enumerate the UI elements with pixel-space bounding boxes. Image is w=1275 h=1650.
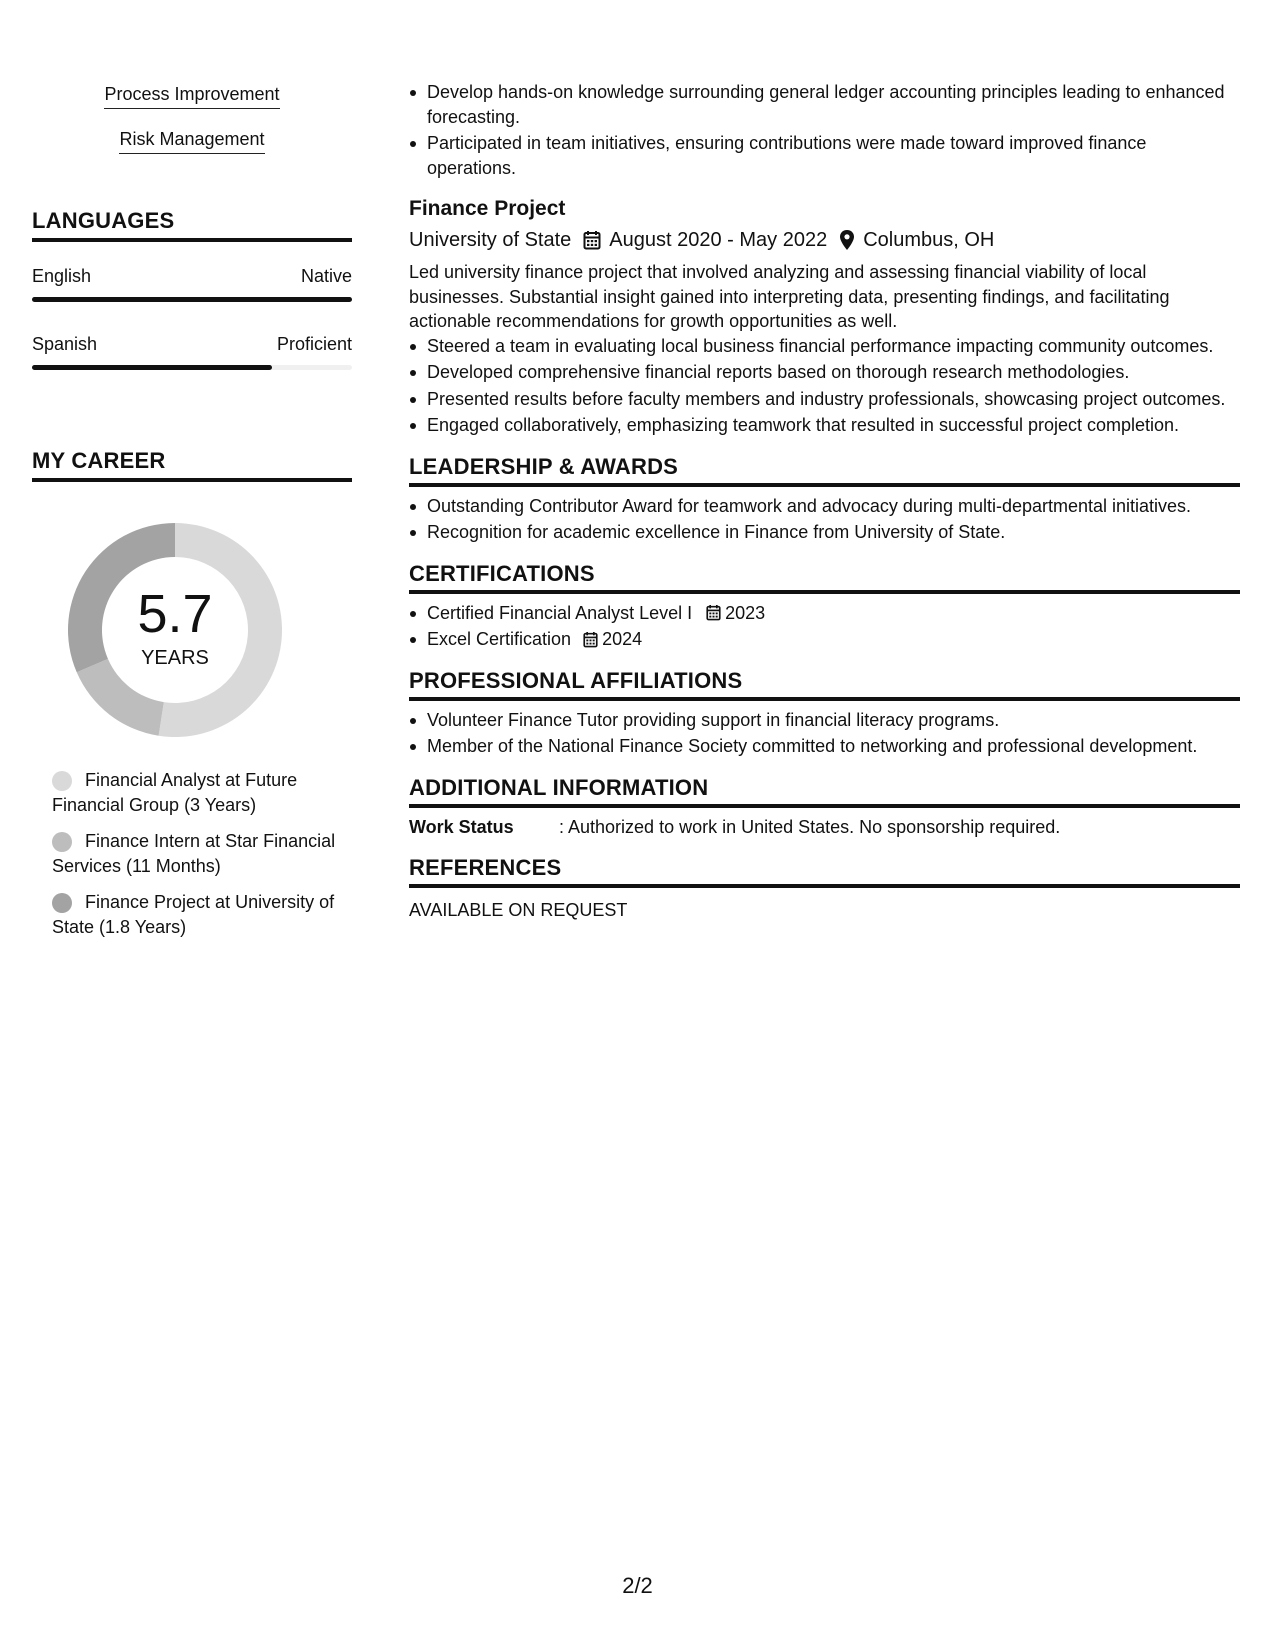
certification-year: 2024	[602, 629, 643, 649]
project-dates: August 2020 - May 2022	[609, 229, 828, 251]
career-legend	[32, 768, 352, 940]
calendar-icon	[583, 631, 598, 648]
affiliations-list	[409, 708, 1240, 759]
additional-info-heading: ADDITIONAL INFORMATION	[409, 775, 1240, 808]
list-item: Recognition for academic excellence in Finance from University of State.	[409, 520, 1240, 545]
certifications-list	[409, 601, 1240, 652]
legend-dot	[52, 893, 72, 913]
project-location: Columbus, OH	[863, 229, 995, 251]
project-title: Finance Project	[409, 197, 566, 220]
legend-item: Financial Analyst at Future Financial Group (3 Years)	[52, 770, 298, 815]
calendar-icon	[583, 230, 601, 250]
legend-item: Finance Project at University of State (1.8 Years)	[52, 892, 335, 937]
references-text: AVAILABLE ON REQUEST	[409, 899, 628, 920]
right-column	[409, 80, 1240, 922]
certification-item	[409, 627, 1240, 652]
list-item: Developed comprehensive financial reports based on thorough research methodologies.	[409, 360, 1240, 385]
left-column	[32, 84, 352, 940]
leadership-list	[409, 494, 1240, 545]
legend-dot	[52, 771, 72, 791]
language-english	[32, 266, 352, 302]
location-pin-icon	[839, 229, 855, 251]
legend-item: Finance Intern at Star Financial Services (11 Months)	[52, 831, 336, 876]
language-bar	[32, 365, 352, 370]
language-level: Native	[300, 266, 352, 286]
certification-name: Excel Certification	[427, 629, 572, 649]
certifications-heading: CERTIFICATIONS	[409, 561, 1240, 594]
project-bullets	[409, 334, 1240, 438]
skill-item: Process Improvement	[32, 84, 352, 109]
list-item: Develop hands-on knowledge surrounding general ledger accounting principles leading to enhanced forecasting.	[409, 80, 1240, 129]
certification-year: 2023	[725, 602, 766, 623]
work-status-label: Work Status	[409, 816, 514, 837]
list-item: Volunteer Finance Tutor providing support in financial literacy programs.	[409, 708, 1240, 733]
certification-name: Certified Financial Analyst Level I	[427, 602, 693, 623]
project-organization: University of State	[409, 229, 572, 251]
skill-item: Risk Management	[32, 129, 352, 154]
language-bar	[32, 297, 352, 302]
legend-dot	[52, 832, 72, 852]
list-item: Member of the National Finance Society committed to networking and professional development.	[409, 734, 1240, 759]
language-name: Spanish	[32, 334, 98, 354]
project-meta	[409, 226, 1240, 254]
languages-heading: LANGUAGES	[32, 208, 352, 242]
language-bar-fill	[32, 297, 352, 302]
list-item: Engaged collaboratively, emphasizing teamwork that resulted in successful project completion.	[409, 413, 1240, 438]
references-heading: REFERENCES	[409, 855, 1240, 888]
language-name: English	[32, 266, 92, 286]
calendar-icon	[706, 604, 721, 621]
certification-item	[409, 601, 1240, 626]
list-item: Outstanding Contributor Award for teamwork and advocacy during multi-departmental initiatives.	[409, 494, 1240, 519]
leadership-heading: LEADERSHIP & AWARDS	[409, 454, 1240, 487]
career-heading: MY CAREER	[32, 448, 352, 482]
work-status-row	[409, 815, 1240, 839]
experience-prev-bullets	[409, 80, 1240, 180]
project-description: Led university finance project that involved analyzing and assessing financial viability of local businesses. Substantial insight gained into interpreting data, presenting findings, and facilitating actionable recommendations for growth opportunities as well.	[409, 262, 1170, 331]
list-item: Steered a team in evaluating local business financial performance impacting community outcomes.	[409, 334, 1240, 359]
work-status-value: : Authorized to work in United States. No sponsorship required.	[559, 816, 1061, 837]
page-number: 2/2	[622, 1573, 653, 1598]
list-item: Presented results before faculty members and industry professionals, showcasing project outcomes.	[409, 387, 1240, 412]
list-item: Participated in team initiatives, ensuring contributions were made toward improved finance operations.	[409, 131, 1240, 180]
language-bar-fill	[32, 365, 272, 370]
career-unit: YEARS	[141, 647, 209, 669]
career-donut-chart	[32, 502, 352, 752]
language-level: Proficient	[276, 334, 352, 354]
language-spanish	[32, 334, 352, 370]
affiliations-heading: PROFESSIONAL AFFILIATIONS	[409, 668, 1240, 701]
career-total-years: 5.7	[137, 584, 213, 644]
